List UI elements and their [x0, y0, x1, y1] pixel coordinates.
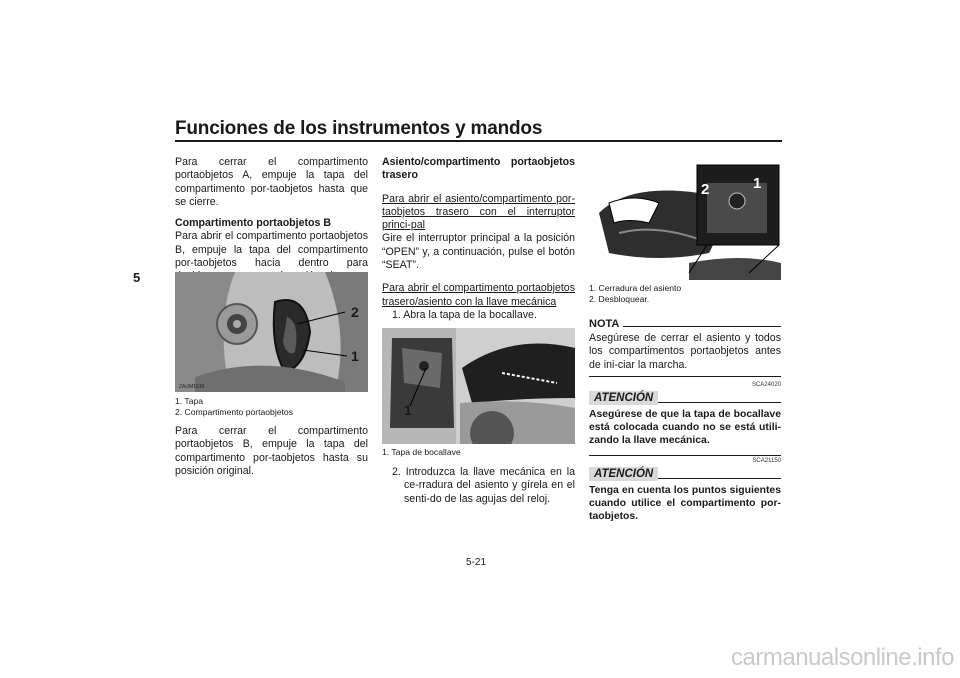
- heading-compartment-b: Compartimento portaobjetos B: [175, 217, 331, 230]
- figure-label-2: 2: [701, 181, 710, 198]
- caption-tapa: 1. Tapa: [175, 396, 204, 406]
- atencion-block-2: [589, 458, 781, 524]
- figure-captions-3: [589, 283, 781, 305]
- photo-seat-lock: [589, 163, 781, 280]
- section-rule-2: [589, 455, 781, 456]
- column-2-bottom: [382, 466, 575, 506]
- nota-rule: [623, 326, 781, 327]
- atencion-text-1: Asegúrese de que la tapa de bocallave está colocada cuando no se está utili-zando la llave mecánica.: [589, 409, 781, 447]
- caption-compartimento: 2. Compartimento portaobjetos: [175, 407, 293, 417]
- atencion-code-2: SCA21150: [752, 458, 781, 464]
- photo-illustration: [175, 272, 368, 392]
- header-rule: [175, 140, 782, 142]
- atencion-label-2: ATENCIÓN: [589, 467, 658, 481]
- photo-illustration-2: [382, 328, 575, 444]
- figure-label-1: 1: [404, 402, 412, 418]
- caption-cerradura: 1. Cerradura del asiento: [589, 283, 682, 293]
- figure-label-1: 1: [753, 175, 762, 192]
- figure-label-1: 1: [351, 348, 359, 364]
- subheading-mechanical-key: Para abrir el compartimento portaobjetos trasero/asiento con la llave mecánica: [382, 282, 575, 308]
- figure-label-2: 2: [351, 304, 359, 320]
- figure-captions-1: [175, 396, 368, 418]
- paragraph-main-switch: Gire el interruptor principal a la posición “OPEN” y, a continuación, pulse el botón “SEAT”.: [382, 232, 575, 272]
- step-1: 1. Abra la tapa de la bocallave.: [392, 308, 537, 321]
- atencion-rule-1: [658, 402, 781, 403]
- page-title: Funciones de los instrumentos y mandos: [175, 118, 543, 139]
- heading-seat-compartment: Asiento/compartimento portaobjetos trasero: [382, 156, 575, 182]
- nota-label: NOTA: [589, 318, 620, 330]
- photo-compartment-b: [175, 272, 368, 392]
- chapter-number: 5: [133, 270, 141, 285]
- column-2: [382, 156, 575, 322]
- atencion-block-1: [589, 382, 781, 448]
- atencion-code-1: SCA24020: [751, 382, 781, 388]
- caption-tapa-bocallave: 1. Tapa de bocallave: [382, 447, 461, 457]
- atencion-rule-2: [658, 478, 781, 479]
- nota-text: Asegúrese de cerrar el asiento y todos los compartimentos portaobjetos antes de ini-ciar la marcha.: [589, 332, 781, 371]
- photo-key-cap: [382, 328, 575, 444]
- atencion-label-1: ATENCIÓN: [589, 391, 658, 405]
- caption-desbloquear: 2. Desbloquear.: [589, 294, 650, 304]
- page-number: 5-21: [466, 557, 487, 568]
- section-rule: [589, 376, 781, 377]
- watermark: carmanualsonline.info: [731, 644, 954, 671]
- nota-block: [589, 318, 781, 372]
- figure-code: ZAUM1910: [179, 384, 205, 390]
- subheading-main-switch: Para abrir el asiento/compartimento por-taobjetos trasero con el interruptor princi-pal: [382, 192, 575, 232]
- paragraph-open-b: Para abrir el compartimento portaobjetos B, empuje la tapa del compartimento por-taobjetos hacia dentro para: [175, 230, 368, 270]
- atencion-text-2: Tenga en cuenta los puntos siguientes cuando utilice el compartimento por-taobjetos.: [589, 485, 781, 523]
- column-1-bottom: [175, 425, 368, 478]
- paragraph-close-b: Para cerrar el compartimento portaobjetos B, empuje la tapa del compartimento por-taobjetos hasta su posición original.: [175, 425, 368, 477]
- paragraph-close-a: Para cerrar el compartimento portaobjetos A, empuje la tapa del compartimento por-taobjetos hasta que se cierre.: [175, 156, 368, 208]
- step-2: 2. Introduzca la llave mecánica en la ce-rradura del asiento y gírela en el senti-do de las agujas del reloj.: [392, 466, 575, 505]
